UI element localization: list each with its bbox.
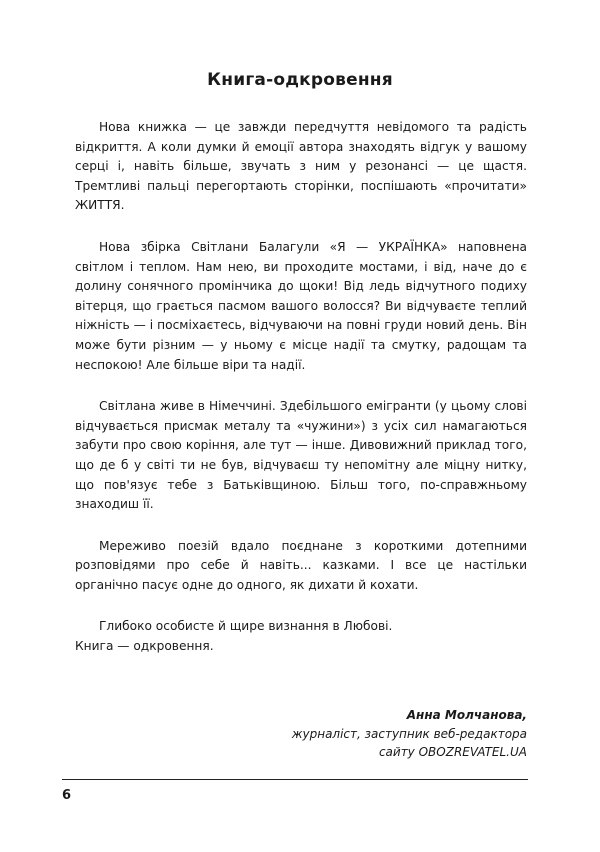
paragraph: Мереживо поезій вдало поєднане з короткими дотепними розповідями про себе й навіть... казками. І все це настільки органічно пасує одне до одного, як дихати й кохати.	[75, 538, 527, 592]
closing-line: Книга — одкровення.	[75, 639, 214, 654]
author-site: сайту OBOZREVATEL.UA	[378, 745, 527, 759]
paragraph: Нова книжка — це завжди передчуття невідомого та радість відкриття. А коли думки й емоції автора знаходять відгук у вашому серці і, навіть більше, звучать з ним у резонансі — це щастя. Тремтливі пальці перегортають сторінки, поспішають «прочитати» ЖИТТЯ.	[75, 120, 527, 213]
author-role: журналіст, заступник веб-редактора	[291, 726, 527, 741]
paragraph: Світлана живе в Німеччині. Здебільшого емігранти (у цьому слові відчувається присмак металу та «чужини») з усіх сил намагаються забути про свою коріння, але тут — інше. Дивовижний приклад того, що де б у світі ти не був, відчуваєш ту непомітну але міцну нитку, що пов'язує тебе з Батьківщиною. Більш того, по-справжньому знаходиш її.	[75, 399, 527, 512]
closing-line: Глибоко особисте й щире визнання в Любові.	[99, 619, 393, 634]
signature-block	[227, 706, 527, 762]
page-number: 6	[62, 788, 72, 803]
closing-paragraph	[75, 617, 527, 656]
paragraph: Нова збірка Світлани Балагули «Я — УКРАЇНКА» наповнена світлом і теплом. Нам нею, ви проходите мостами, і від, наче до є долину сонячного промінчика до щоки! Від ледь відчутного подиху вітерця, що грається пасмом вашого волосся? Ви відчуваєте теплий ніжність — і посміхаєтесь, відчуваючи на повні груди новий день. Він може бути різним — у ньому є місце надії та смутку, радощам та неспокою! Але більше віри та надії.	[75, 239, 527, 372]
author-name: Анна Молчанова,	[406, 708, 527, 722]
body-text	[75, 118, 527, 657]
page-title: Книга-одкровення	[207, 70, 393, 90]
footer-divider	[62, 779, 528, 780]
